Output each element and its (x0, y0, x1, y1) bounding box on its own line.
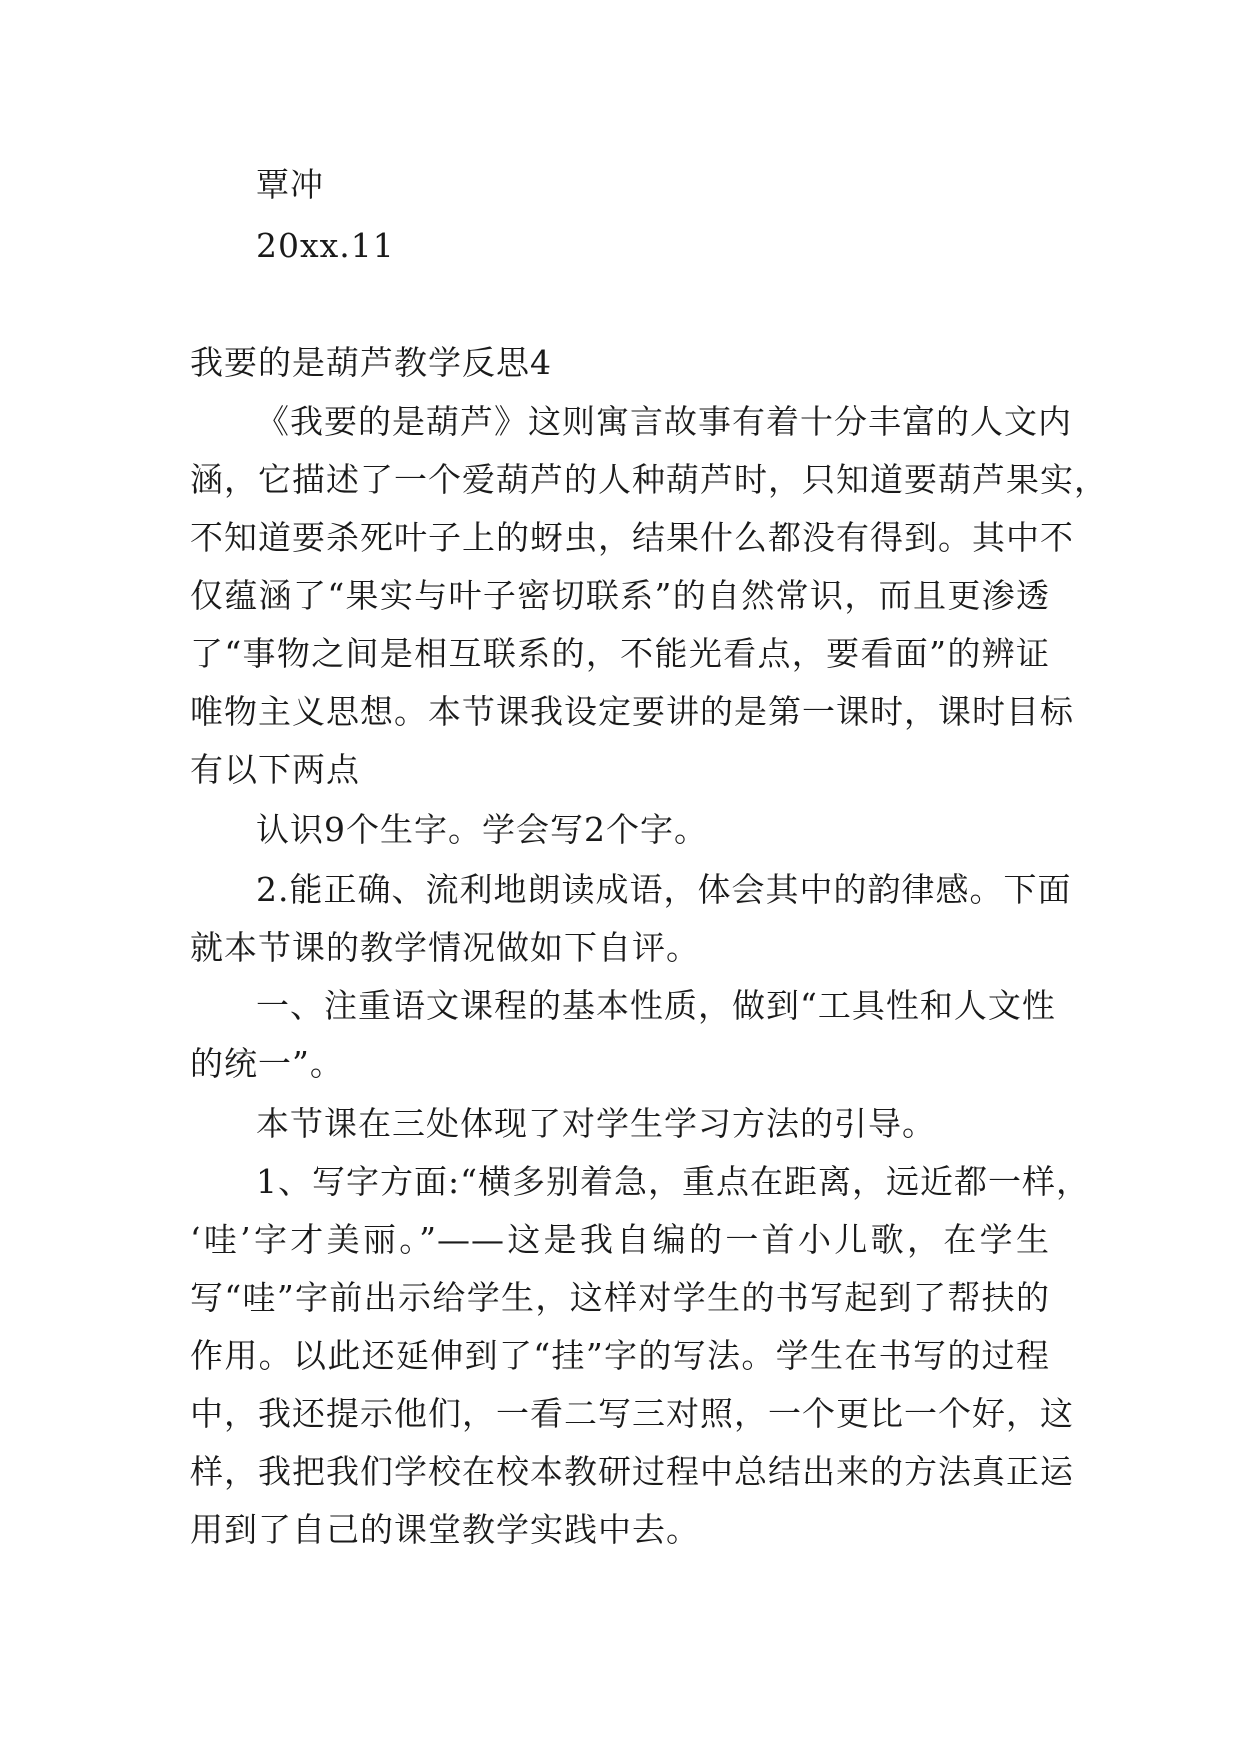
paragraph-line: 《我要的是葫芦》这则寓言故事有着十分丰富的人文内 (256, 402, 1072, 441)
paragraph-line: 涵，它描述了一个爱葫芦的人种葫芦时，只知道要葫芦果实， (190, 460, 1108, 499)
signature-date: 20xx.11 (256, 226, 395, 265)
paragraph-line: ‘哇’字才美丽。”——这是我自编的一首小儿歌，在学生 (190, 1220, 1050, 1259)
paragraph-line: 就本节课的教学情况做如下自评。 (190, 928, 700, 967)
paragraph-line: 本节课在三处体现了对学生学习方法的引导。 (256, 1104, 936, 1143)
paragraph-line: 样，我把我们学校在校本教研过程中总结出来的方法真正运 (190, 1452, 1074, 1491)
signature-name: 覃冲 (256, 165, 324, 204)
paragraph-line: 仅蕴涵了“果实与叶子密切联系”的自然常识，而且更渗透 (190, 576, 1050, 615)
objective-item: 认识9个生字。学会写2个字。 (256, 810, 708, 849)
paragraph-line: 写“哇”字前出示给学生，这样对学生的书写起到了帮扶的 (190, 1278, 1050, 1317)
section-title: 我要的是葫芦教学反思4 (190, 343, 552, 382)
paragraph-line: 了“事物之间是相互联系的，不能光看点，要看面”的辨证 (190, 634, 1050, 673)
paragraph-line: 不知道要杀死叶子上的蚜虫，结果什么都没有得到。其中不 (190, 518, 1074, 557)
paragraph-line: 有以下两点 (190, 750, 360, 789)
paragraph-line: 的统一”。 (190, 1044, 344, 1083)
objective-item: 2.能正确、流利地朗读成语，体会其中的韵律感。下面 (256, 870, 1072, 909)
paragraph-line: 作用。以此还延伸到了“挂”字的写法。学生在书写的过程 (190, 1336, 1050, 1375)
paragraph-line: 中，我还提示他们，一看二写三对照，一个更比一个好，这 (190, 1394, 1074, 1433)
paragraph-line: 用到了自己的课堂教学实践中去。 (190, 1510, 700, 1549)
paragraph-line: 1、写字方面:“横多别着急，重点在距离，远近都一样， (256, 1162, 1090, 1201)
paragraph-line: 唯物主义思想。本节课我设定要讲的是第一课时，课时目标 (190, 692, 1074, 731)
section-heading: 一、注重语文课程的基本性质，做到“工具性和人文性 (256, 986, 1056, 1025)
